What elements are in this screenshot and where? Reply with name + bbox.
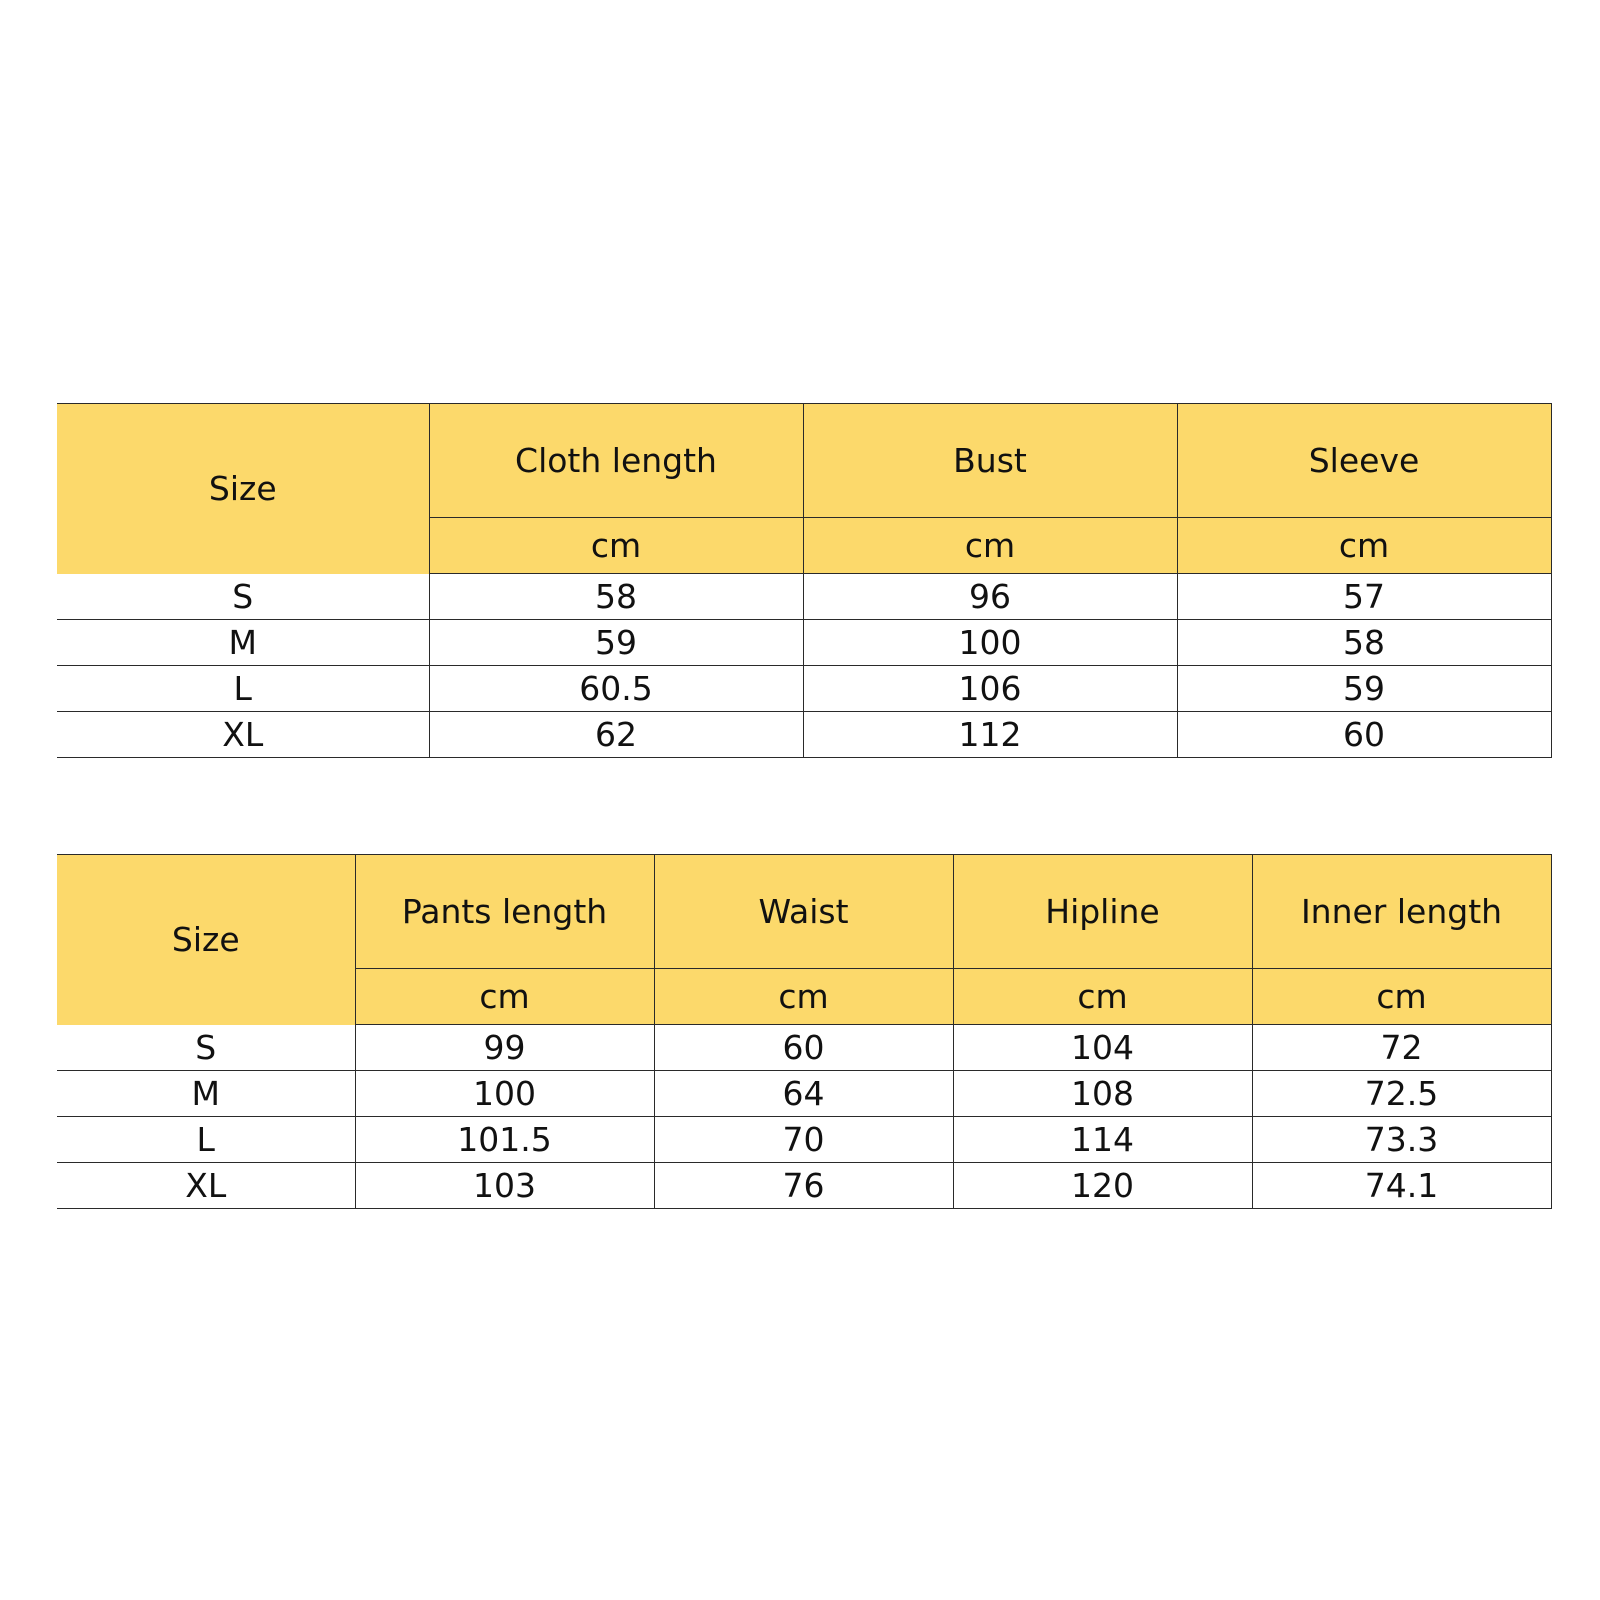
- pants-size-table: [57, 854, 1552, 1209]
- unit-label: cm: [654, 969, 953, 1025]
- value-cell: 70: [654, 1117, 953, 1163]
- value-cell: 76: [654, 1163, 953, 1209]
- hipline-header: Hipline: [953, 855, 1252, 969]
- size-cell: S: [57, 1025, 355, 1071]
- value-cell: 60.5: [429, 666, 803, 712]
- value-cell: 99: [355, 1025, 654, 1071]
- table-row: [57, 666, 1551, 712]
- unit-label: cm: [1252, 969, 1551, 1025]
- value-cell: 60: [654, 1025, 953, 1071]
- size-header: Size: [57, 404, 429, 574]
- waist-header: Waist: [654, 855, 953, 969]
- unit-label: cm: [355, 969, 654, 1025]
- value-cell: 58: [429, 574, 803, 620]
- table-row: [57, 620, 1551, 666]
- size-cell: L: [57, 1117, 355, 1163]
- table-row: [57, 1117, 1551, 1163]
- table-row: [57, 1025, 1551, 1071]
- sleeve-header: Sleeve: [1177, 404, 1551, 518]
- value-cell: 59: [429, 620, 803, 666]
- value-cell: 64: [654, 1071, 953, 1117]
- value-cell: 96: [803, 574, 1177, 620]
- value-cell: 100: [803, 620, 1177, 666]
- value-cell: 60: [1177, 712, 1551, 758]
- header-row: [57, 855, 1551, 969]
- value-cell: 72: [1252, 1025, 1551, 1071]
- unit-label: cm: [1177, 518, 1551, 574]
- value-cell: 100: [355, 1071, 654, 1117]
- value-cell: 58: [1177, 620, 1551, 666]
- value-cell: 72.5: [1252, 1071, 1551, 1117]
- cloth-length-header: Cloth length: [429, 404, 803, 518]
- value-cell: 112: [803, 712, 1177, 758]
- value-cell: 59: [1177, 666, 1551, 712]
- value-cell: 74.1: [1252, 1163, 1551, 1209]
- pants-length-header: Pants length: [355, 855, 654, 969]
- size-cell: M: [57, 1071, 355, 1117]
- table-row: [57, 712, 1551, 758]
- unit-label: cm: [429, 518, 803, 574]
- value-cell: 62: [429, 712, 803, 758]
- value-cell: 108: [953, 1071, 1252, 1117]
- size-header: Size: [57, 855, 355, 1025]
- table-row: [57, 1163, 1551, 1209]
- value-cell: 114: [953, 1117, 1252, 1163]
- size-cell: S: [57, 574, 429, 620]
- unit-label: cm: [953, 969, 1252, 1025]
- value-cell: 104: [953, 1025, 1252, 1071]
- bust-header: Bust: [803, 404, 1177, 518]
- value-cell: 103: [355, 1163, 654, 1209]
- top-size-table: [57, 403, 1552, 758]
- value-cell: 73.3: [1252, 1117, 1551, 1163]
- header-row: [57, 404, 1551, 518]
- size-cell: L: [57, 666, 429, 712]
- value-cell: 106: [803, 666, 1177, 712]
- value-cell: 101.5: [355, 1117, 654, 1163]
- unit-label: cm: [803, 518, 1177, 574]
- value-cell: 57: [1177, 574, 1551, 620]
- size-cell: XL: [57, 1163, 355, 1209]
- size-cell: XL: [57, 712, 429, 758]
- table-row: [57, 1071, 1551, 1117]
- inner-length-header: Inner length: [1252, 855, 1551, 969]
- size-cell: M: [57, 620, 429, 666]
- table-row: [57, 574, 1551, 620]
- value-cell: 120: [953, 1163, 1252, 1209]
